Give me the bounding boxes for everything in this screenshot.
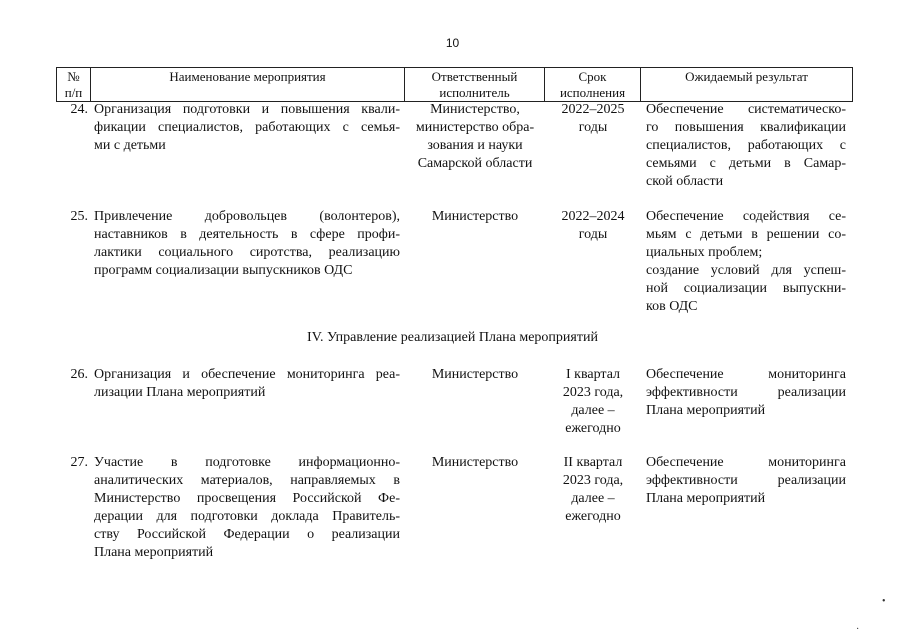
header-num [57,68,91,102]
text-line: Участие в подготовке информационно- [94,455,400,470]
text-line: министерство обра- [415,120,535,135]
row-term [548,208,638,244]
row-number: 27. [70,455,88,470]
scan-speck: • [882,596,886,607]
row-result [646,366,846,420]
row-result [646,208,846,316]
text-line: далее – [571,403,615,418]
text-line: Обеспечение содействия се- [646,209,846,224]
text-line: го повышения квалификации [646,120,846,135]
text-line: специалистов, работающих с [646,138,846,153]
text-line: 2022–2025 [561,102,625,117]
text-line: Самарской области [417,156,533,171]
text-line: Плана мероприятий [646,491,766,506]
text-line: эффективности реализации [646,473,846,488]
row-responsible [408,101,542,173]
text-line: 2023 года, [562,473,624,488]
header-num-line2: п/п [64,84,83,100]
text-line: Организация и обеспечение мониторинга реа- [94,367,400,382]
row-number: 25. [70,209,88,224]
row-term [548,366,638,438]
text-line: циальных проблем; [646,245,763,260]
text-line: годы [578,120,608,135]
text-line: ми с детьми [94,138,166,153]
text-line: II квартал [563,455,623,470]
text-line: программ социализации выпускников ОДС [94,263,353,278]
row-result [646,101,846,191]
text-line: Плана мероприятий [94,545,214,560]
row-term [548,101,638,137]
table-header [56,67,853,102]
header-term [545,68,641,102]
text-line: Обеспечение мониторинга [646,367,846,382]
text-line: Министерство просвещения Российской Фе- [94,491,400,506]
header-name [91,68,405,102]
text-line: I квартал [565,367,621,382]
row-responsible [408,454,542,472]
text-line: Организация подготовки и повышения квали- [94,102,400,117]
row-responsible [408,366,542,384]
scan-speck: · [856,624,860,635]
header-term-line1: Срок [578,68,607,84]
header-name-text: Наименование мероприятия [169,69,326,84]
header-resp-line2: исполнитель [439,84,510,100]
text-line: далее – [571,491,615,506]
text-line: зования и науки [427,138,523,153]
header-num-line1: № [67,68,80,84]
text-line: ков ОДС [646,299,698,314]
text-line: ской области [646,174,724,189]
row-name [94,366,400,402]
text-line: Обеспечение мониторинга [646,455,846,470]
text-line: Министерство [431,209,519,224]
text-line: фикации специалистов, работающих с семья- [94,120,400,135]
row-responsible [408,208,542,226]
row-term [548,454,638,526]
text-line: Министерство, [430,102,520,117]
text-line: аналитических материалов, направляемых в [94,473,400,488]
text-line: ежегодно [565,421,621,436]
header-result [641,68,853,102]
section-title: IV. Управление реализацией Плана мероприятий [307,330,598,345]
text-line: ежегодно [565,509,621,524]
text-line: создание условий для успеш- [646,263,846,278]
text-line: ной социализации выпускни- [646,281,846,296]
row-name [94,101,400,155]
header-responsible [405,68,545,102]
text-line: ству Российской Федерации о реализации [94,527,400,542]
text-line: 2023 года, [562,385,624,400]
row-name [94,454,400,562]
text-line: лизации Плана мероприятий [94,385,266,400]
row-number: 26. [70,367,88,382]
text-line: дерации для подготовки доклада Правитель- [94,509,400,524]
text-line: мьям с детьми в решении со- [646,227,846,242]
header-result-text: Ожидаемый результат [685,69,808,84]
text-line: семьями с детьми в Самар- [646,156,846,171]
page-number: 10 [445,36,460,50]
text-line: Министерство [431,455,519,470]
text-line: годы [578,227,608,242]
header-resp-line1: Ответственный [431,68,518,84]
row-number: 24. [70,102,88,117]
row-result [646,454,846,508]
text-line: Министерство [431,367,519,382]
text-line: лактики социального сиротства, реализацию [94,245,400,260]
header-term-line2: исполнения [559,84,626,100]
text-line: Обеспечение систематическо- [646,102,846,117]
text-line: 2022–2024 [561,209,625,224]
text-line: Привлечение добровольцев (волонтеров), [94,209,400,224]
text-line: наставников в деятельность в сфере профи- [94,227,400,242]
text-line: Плана мероприятий [646,403,766,418]
row-name [94,208,400,280]
text-line: эффективности реализации [646,385,846,400]
